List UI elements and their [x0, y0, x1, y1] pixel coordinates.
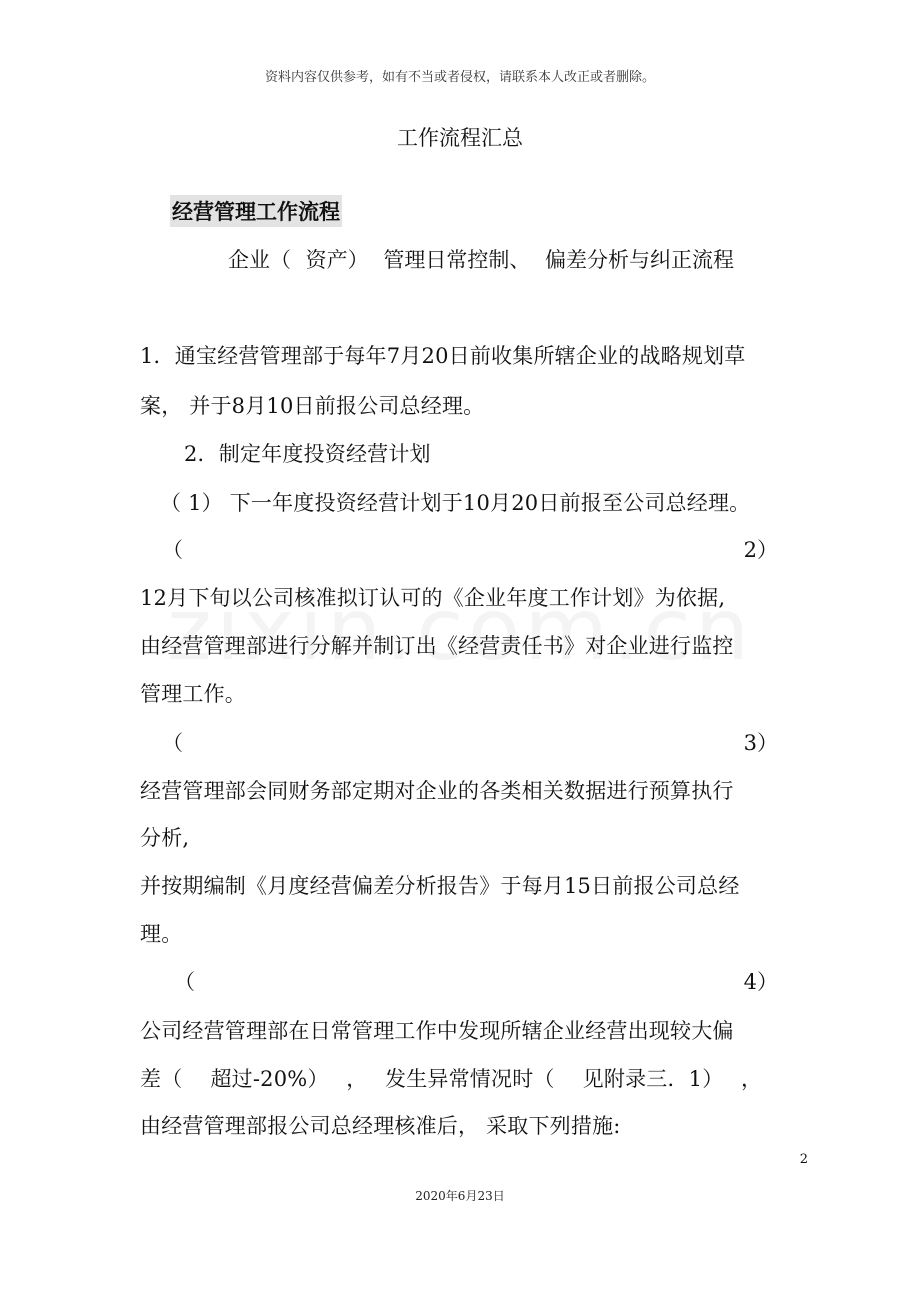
paragraph-line: 公司经营管理部在日常管理工作中发现所辖企业经营出现较大偏 — [140, 1019, 734, 1043]
section-heading: 经营管理工作流程 — [170, 195, 342, 227]
item-number-row — [162, 727, 778, 757]
subtitle: 企业（ 资产） 管理日常控制、 偏差分析与纠正流程 — [228, 248, 735, 272]
footer-date: 2020年6月23日 — [415, 1189, 505, 1203]
paragraph-line: 管理工作。 — [140, 682, 246, 706]
list-heading: 2．制定年度投资经营计划 — [184, 442, 431, 466]
page-number: 2 — [799, 1152, 808, 1167]
paragraph-line: 经营管理部会同财务部定期对企业的各类相关数据进行预算执行 — [140, 779, 734, 803]
paragraph-line: 理。 — [140, 922, 183, 946]
paragraph-line: 由经营管理部进行分解并制订出《经营责任书》对企业进行监控 — [140, 634, 734, 658]
paragraph-line: 分析, — [140, 826, 190, 850]
item-number: 4） — [743, 970, 778, 994]
item-number-row — [162, 534, 778, 564]
open-paren: （ — [162, 538, 183, 562]
open-paren: （ — [174, 970, 195, 994]
paragraph-line: 由经营管理部报公司总经理核准后， 采取下列措施: — [140, 1114, 621, 1138]
item-number: 3） — [743, 731, 778, 755]
item-number: 2） — [743, 538, 778, 562]
paragraph-line: 并按期编制《月度经营偏差分析报告》于每月15日前报公司总经 — [140, 874, 740, 898]
list-item: （ 1） 下一年度投资经营计划于10月20日前报至公司总经理。 — [160, 491, 751, 515]
paragraph-line: 案， 并于8月10日前报公司总经理。 — [140, 394, 485, 418]
paragraph-line: 12月下旬以公司核准拟订认可的《企业年度工作计划》为依据, — [140, 586, 726, 610]
document-title: 工作流程汇总 — [397, 126, 523, 150]
paragraph-line: 差（ 超过-20%） ， 发生异常情况时（ 见附录三．1） ， — [140, 1067, 763, 1091]
paragraph-line: 1．通宝经营管理部于每年7月20日前收集所辖企业的战略规划草 — [140, 344, 746, 368]
open-paren: （ — [162, 731, 183, 755]
item-number-row — [174, 966, 778, 996]
header-note: 资料内容仅供参考，如有不当或者侵权，请联系本人改正或者删除。 — [264, 70, 655, 85]
